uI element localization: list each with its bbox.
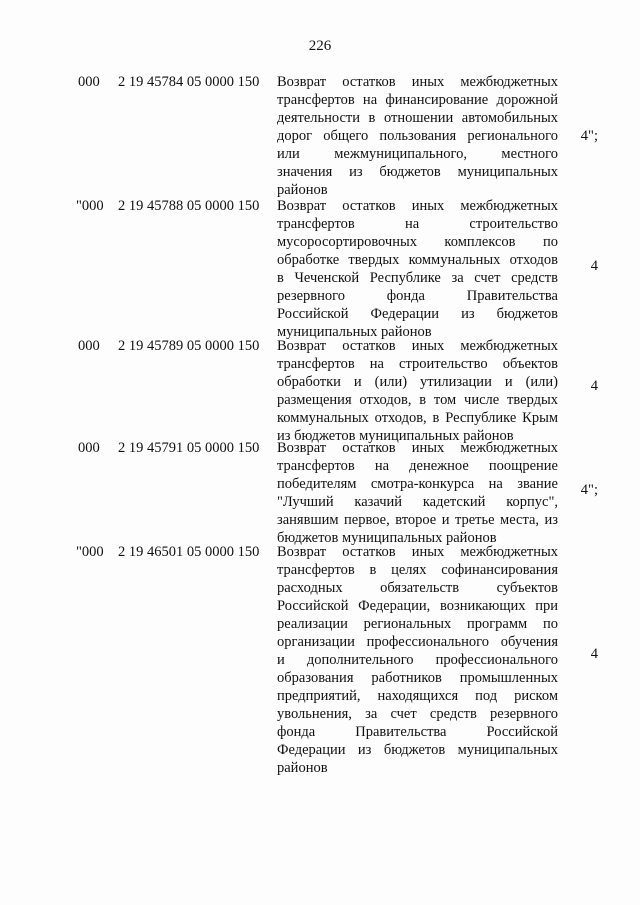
row-value: 4";: [580, 128, 598, 144]
budget-classification-code: 2 19 45789 05 0000 150: [118, 338, 260, 354]
description-line: значения из бюджетов муниципальных: [277, 164, 558, 180]
description-line: резервного фонда Правительства: [277, 288, 558, 304]
row-value: 4: [590, 258, 598, 274]
description-line: Федерации из бюджетов муниципальных: [277, 742, 558, 758]
budget-classification-code: 2 19 46501 05 0000 150: [118, 544, 260, 560]
description-line: Возврат остатков иных межбюджетных: [277, 338, 558, 354]
description-line: мусоросортировочных комплексов по: [277, 234, 558, 250]
page-number: 226: [308, 38, 332, 54]
description-line: расходных обязательств субъектов: [277, 580, 558, 596]
budget-classification-code: 2 19 45788 05 0000 150: [118, 198, 260, 214]
row-description: [277, 543, 558, 777]
description-line: в Чеченской Республике за счет средств: [277, 270, 558, 286]
description-line: Возврат остатков иных межбюджетных: [277, 440, 558, 456]
description-line: трансфертов на строительство: [277, 216, 558, 232]
budget-classification-code: 2 19 45784 05 0000 150: [118, 74, 260, 90]
description-line: дорог общего пользования регионального: [277, 128, 558, 144]
description-line: коммунальных отходов, в Республике Крым: [277, 410, 558, 426]
budget-classification-code: 2 19 45791 05 0000 150: [118, 440, 260, 456]
description-line: "Лучший казачий кадетский корпус",: [277, 494, 558, 510]
code-prefix: 000: [78, 440, 100, 456]
description-line: предприятий, находящихся под риском: [277, 688, 558, 704]
description-line: муниципальных районов: [277, 324, 432, 340]
description-line: реализации региональных программ по: [277, 616, 558, 632]
description-line: деятельности в отношении автомобильных: [277, 110, 558, 126]
description-line: районов: [277, 182, 328, 198]
description-line: образования работников промышленных: [277, 670, 558, 686]
description-line: обработки и (или) утилизации и (или): [277, 374, 558, 390]
description-line: и дополнительного профессионального: [277, 652, 558, 668]
description-line: Возврат остатков иных межбюджетных: [277, 544, 558, 560]
row-value: 4";: [580, 482, 598, 498]
description-line: Российской Федерации из бюджетов: [277, 306, 558, 322]
row-description: [277, 337, 558, 445]
description-line: Возврат остатков иных межбюджетных: [277, 74, 558, 90]
description-line: обработке твердых коммунальных отходов: [277, 252, 558, 268]
code-prefix: 000: [78, 338, 100, 354]
description-line: районов: [277, 760, 328, 776]
row-description: [277, 73, 558, 199]
code-prefix: 000: [78, 74, 100, 90]
description-line: фонда Правительства Российской: [277, 724, 558, 740]
description-line: размещения отходов, в том числе твердых: [277, 392, 558, 408]
description-line: бюджетов муниципальных районов: [277, 530, 497, 546]
description-line: организации профессионального обучения: [277, 634, 558, 650]
description-line: Возврат остатков иных межбюджетных: [277, 198, 558, 214]
description-line: трансфертов на строительство объектов: [277, 356, 558, 372]
row-value: 4: [590, 646, 598, 662]
description-line: трансфертов на финансирование дорожной: [277, 92, 558, 108]
row-description: [277, 439, 558, 547]
description-line: победителям смотра-конкурса на звание: [277, 476, 558, 492]
description-line: увольнения, за счет средств резервного: [277, 706, 558, 722]
description-line: Российской Федерации, возникающих при: [277, 598, 558, 614]
description-line: из бюджетов муниципальных районов: [277, 428, 514, 444]
code-prefix: "000: [76, 198, 104, 214]
description-line: трансфертов в целях софинансирования: [277, 562, 558, 578]
description-line: или межмуниципального, местного: [277, 146, 558, 162]
row-description: [277, 197, 558, 341]
description-line: занявшим первое, второе и третье места, из: [277, 512, 558, 528]
description-line: трансфертов на денежное поощрение: [277, 458, 558, 474]
code-prefix: "000: [76, 544, 104, 560]
row-value: 4: [590, 378, 598, 394]
